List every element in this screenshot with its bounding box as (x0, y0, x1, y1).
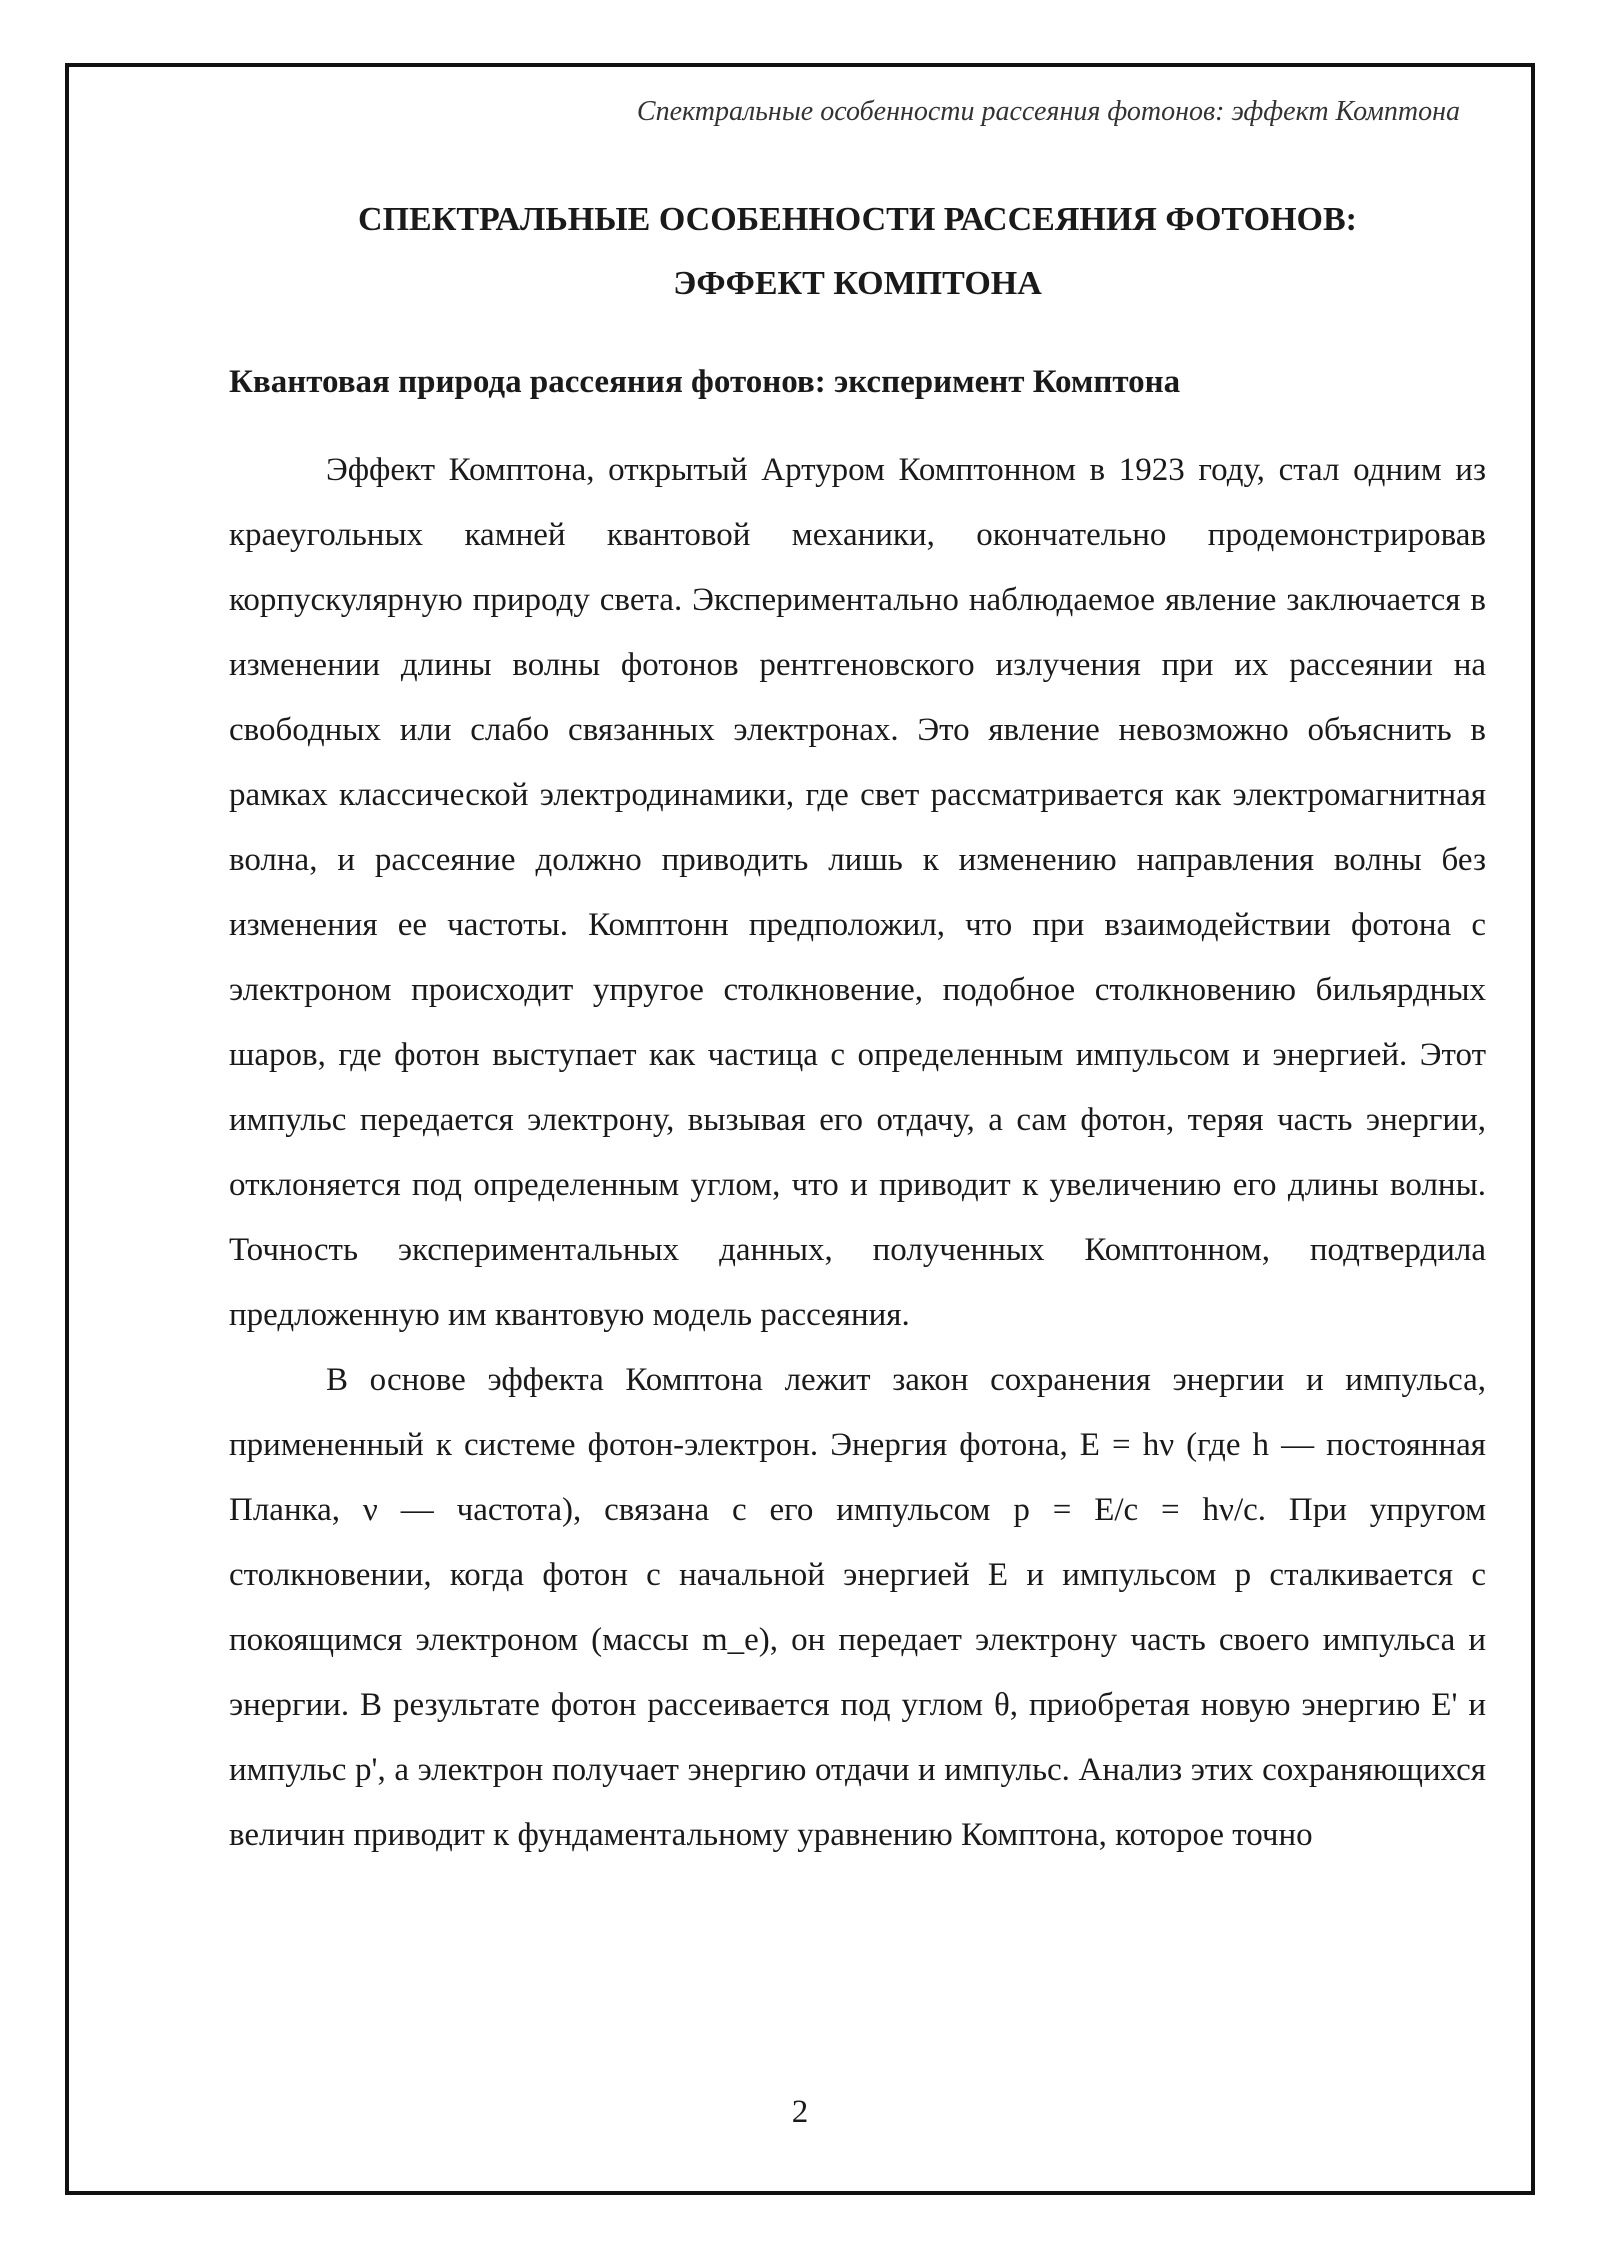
page-number: 2 (791, 2094, 809, 2130)
document-title-line-1: СПЕКТРАЛЬНЫЕ ОСОБЕННОСТИ РАССЕЯНИЯ ФОТОНОВ: (358, 201, 1357, 238)
paragraph: В основе эффекта Комптона лежит закон сохранения энергии и импульса, примененный к системе фотон-электрон. Энергия фотона, E = hν (где h — постоянная Планка, ν — частота), связана с его импульсом p = E/c = hν/c. При упругом столкновении, когда фотон с начальной энергией E и импульсом p сталкивается с покоящимся электроном (массы m_e), он передает электрону часть своего импульса и энергии. В результате фотон рассеивается под углом θ, приобретая новую энергию E' и импульс p', а электрон получает энергию отдачи и импульс. Анализ этих сохраняющихся величин приводит к фундаментальному уравнению Комптона, которое точно (229, 1362, 1486, 1853)
section-heading: Квантовая природа рассеяния фотонов: эксперимент Комптона (229, 364, 1181, 400)
document-title (229, 188, 1486, 316)
running-header: Спектральные особенности рассеяния фотонов: эффект Комптона (636, 96, 1460, 127)
document-title-line-2: ЭФФЕКТ КОМПТОНА (673, 265, 1042, 302)
paragraph: Эффект Комптона, открытый Артуром Комптонном в 1923 году, стал одним из краеугольных камней квантовой механики, окончательно продемонстрировав корпускулярную природу света. Экспериментально наблюдаемое явление заключается в изменении длины волны фотонов рентгеновского излучения при их рассеянии на свободных или слабо связанных электронах. Это явление невозможно объяснить в рамках классической электродинамики, где свет рассматривается как электромагнитная волна, и рассеяние должно приводить лишь к изменению направления волны без изменения ее частоты. Комптонн предположил, что при взаимодействии фотона с электроном происходит упругое столкновение, подобное столкновению бильярдных шаров, где фотон выступает как частица с определенным импульсом и энергией. Этот импульс передается электрону, вызывая его отдачу, а сам фотон, теряя часть энергии, отклоняется под определенным углом, что и приводит к увеличению его длины волны. Точность экспериментальных данных, полученных Комптонном, подтвердила предложенную им квантовую модель рассеяния. (229, 452, 1486, 1333)
body-text (229, 438, 1486, 1868)
